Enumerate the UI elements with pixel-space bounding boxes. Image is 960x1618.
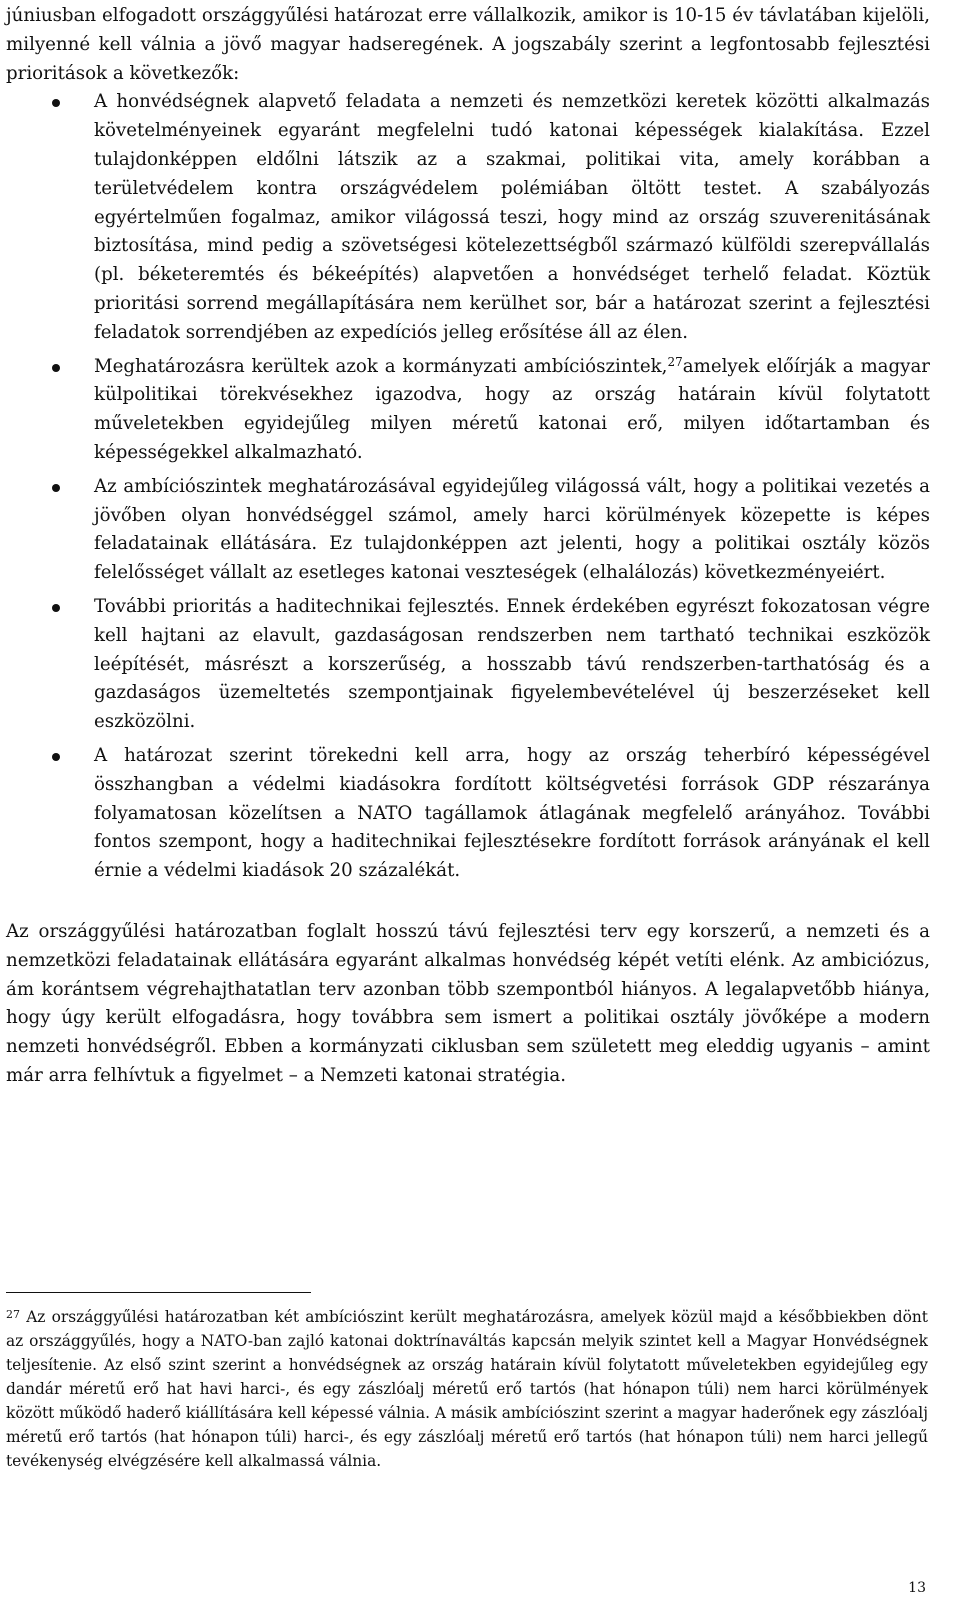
list-item-text — [94, 353, 930, 468]
list-item-text: Az ambíciószintek meghatározásával egyidejűleg világossá vált, hogy a politikai vezetés a jövőben olyan honvédséggel számol, amely harci körülmények közepette is képes feladatainak ellátására. Ez tulajdonképpen azt jelenti, hogy a politikai osztály közös felelősséget vállalt az esetleges katonai veszteségek (elhalálozás) következményeiért. — [94, 475, 930, 584]
closing-paragraph: Az országgyűlési határozatban foglalt hosszú távú fejlesztési terv egy korszerű, a nemzeti és a nemzetközi feladatainak ellátására egyaránt alkalmas honvédség képét vetíti elénk. Az ambiciózus, ám korántsem végrehajthatatlan terv azonban több szempontból hiányos. A legalapvetőbb hiánya, hogy úgy került elfogadásra, hogy továbbra sem ismert a politikai osztály jövőképe a modern nemzeti honvédségről. Ebben a kormányzati ciklusban sem született meg eleddig ugyanis – amint már arra felhívtuk a figyelmet – a Nemzeti katonai stratégia. — [6, 920, 930, 1086]
list-item — [6, 742, 930, 886]
list-item-text-part: amelyek előírják a magyar külpolitikai törekvésekhez igazodva, hogy az ország határain kívül folytatott műveletekben egyidejűleg milyen méretű katonai erő, milyen időtartamban és képességekkel alkalmazható. — [94, 355, 930, 463]
list-item — [6, 353, 930, 468]
footnote-reference[interactable]: 27 — [667, 354, 683, 369]
list-item-text: A honvédségnek alapvető feladata a nemzeti és nemzetközi keretek közötti alkalmazás követelményeinek egyaránt megfelelni tudó katonai képességek kialakítása. Ezzel tulajdonképpen eldőlni látszik az a szakmai, politikai vita, amely korábban a területvédelem kontra országvédelem polémiában öltött testet. A szabályozás egyértelműen fogalmaz, amikor világossá teszi, hogy mind az ország szuverenitásának biztosítása, mind pedig a szövetségesi kötelezettségből származó külföldi szerepvállalás (pl. béketeremtés és békeépítés) alapvetően a honvédséget terhelő feladat. Köztük prioritási sorrend megállapítására nem kerülhet sor, bár a határozat szerint a fejlesztési feladatok sorrendjében az expedíciós jelleg erősítése áll az élen. — [94, 91, 930, 343]
bullet-dot-icon — [52, 604, 60, 612]
list-item — [6, 593, 930, 737]
footnote-number: 27 — [6, 1308, 20, 1321]
list-item-text: További prioritás a haditechnikai fejlesztés. Ennek érdekében egyrészt fokozatosan végre kell hajtani az elavult, gazdaságosan rendszerben nem tartható technikai eszközök leépítését, másrészt a korszerűség, a hosszabb távú rendszerben-tarthatóság és a gazdaságos üzemeltetés szempontjainak figyelembevételével új beszerzéseket kell eszközölni. — [94, 595, 930, 733]
bullet-dot-icon — [52, 99, 60, 107]
footnote-text: Az országgyűlési határozatban két ambíciószint került meghatározásra, amelyek közül majd a későbbiekben dönt az országgyűlés, hogy a NATO-ban zajló katonai doktrínaváltás kapcsán melyik szintet kell a Magyar Honvédségnek teljesítenie. Az első szint szerint a honvédségnek az ország határain kívül folytatott műveletekben egyidejűleg egy dandár méretű erő hat havi harci-, és egy zászlóalj méretű erő tartós (hat hónapon túli) nem harci körülmények között működő haderő kiállítására kell képessé válnia. A másik ambíciószint szerint a magyar haderőnek egy zászlóalj méretű erő tartós (hat hónapon túli) harci-, és egy zászlóalj méretű erő tartós (hat hónapon túli) nem harci jellegű tevékenység elvégzésére kell alkalmassá válnia. — [6, 1308, 928, 1470]
intro-paragraph: júniusban elfogadott országgyűlési határozat erre vállalkozik, amikor is 10-15 év távlatában kijelöli, milyenné kell válnia a jövő magyar hadseregének. A jogszabály szerint a legfontosabb fejlesztési prioritások a következők: — [6, 5, 930, 84]
bullet-dot-icon — [52, 753, 60, 761]
bullet-dot-icon — [52, 364, 60, 372]
page-number: 13 — [908, 1580, 926, 1596]
list-item — [6, 473, 930, 588]
priority-list — [6, 88, 930, 886]
list-item-text: A határozat szerint törekedni kell arra, hogy az ország teherbíró képességével összhangban a védelmi kiadásokra fordított költségvetési források GDP részaránya folyamatosan közelítsen a NATO tagállamok átlagának megfelelő arányához. További fontos szempont, hogy a haditechnikai fejlesztésekre fordított források arányának el kell érnie a védelmi kiadások 20 százalékát. — [94, 744, 930, 882]
list-item — [6, 88, 930, 347]
list-item-text-part: Meghatározásra kerültek azok a kormányzati ambíciószintek, — [94, 355, 668, 377]
footnote-separator — [6, 1292, 311, 1293]
footnote — [6, 1305, 928, 1473]
document-page — [6, 0, 930, 1091]
bullet-dot-icon — [52, 484, 60, 492]
